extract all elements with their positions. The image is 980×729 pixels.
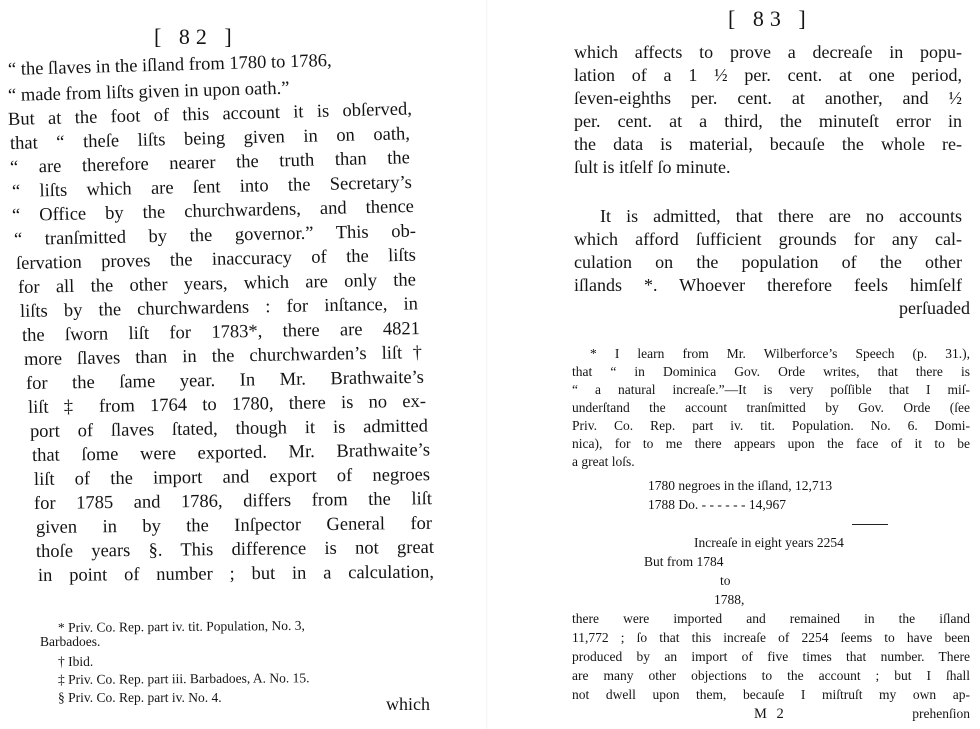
footnote-line: a great loſs.: [572, 454, 635, 469]
footnote-line: Priv. Co. Rep. part iv. tit. Population. No. 6. Domi-: [572, 418, 970, 433]
catchword: prehenſion: [912, 706, 970, 721]
footnote-line: underſtand the account tranſmitted by Gov. Orde (ſee: [572, 400, 970, 415]
body-line: “ Office by the churchwardens, and thence: [11, 196, 415, 226]
body-line: culation on the population of the other: [574, 252, 962, 272]
body-line: which afford ſufficient grounds for any cal-: [574, 229, 962, 249]
body-line: that “ theſe liſts being given in on oath,: [9, 124, 411, 154]
footnote-line: are many other objections to the account ; but I ſhall: [572, 668, 970, 683]
footnote-line: there were imported and remained in the iſland: [572, 611, 970, 626]
page-number: [ 82 ]: [154, 24, 238, 49]
footnote-line: “ a natural increaſe.”—It is very poſſible that I miſ-: [572, 382, 970, 397]
year-line: 1788,: [714, 592, 745, 607]
body-line: more ſlaves than in the churchwarden’s liſt†: [23, 343, 423, 370]
body-line: which affects to prove a decreaſe in popu-: [574, 42, 962, 62]
body-line: per. cent. at a third, the minuteſt error in: [574, 111, 962, 131]
page-number: [ 83 ]: [728, 6, 812, 31]
body-line: in point of number ; but in a calculation,: [37, 562, 435, 586]
body-line: It is admitted, that there are no accounts: [600, 206, 962, 226]
table-row: 1788 Do. - - - - - - 14,967: [648, 497, 786, 512]
sum-rule: [852, 524, 888, 525]
body-line: given in by the Inſpector General for: [35, 513, 433, 538]
signature-mark: M 2: [754, 706, 787, 722]
footnote-line: nica), for to me there appears upon the face of it to be: [572, 436, 970, 451]
footnote-line: produced by an import of five times that number. There: [572, 649, 970, 664]
footnote-line: * Priv. Co. Rep. part iv. tit. Population, No. 3,: [57, 617, 305, 635]
body-line: perſuaded: [899, 298, 970, 318]
footnote-line: * I learn from Mr. Wilberforce’s Speech (p. 31.),: [590, 346, 970, 361]
body-line: thoſe years §. This difference is not great: [35, 537, 435, 562]
to-line: to: [720, 573, 731, 588]
body-line: “ liſts which are ſent into the Secretary’s: [11, 172, 413, 202]
body-line: that ſome were exported. Mr. Brathwaite’s: [31, 440, 431, 466]
footnote-line: † Ibid.: [58, 654, 94, 669]
body-line: ſeven-eighths per. cent. at another, and ½: [574, 88, 962, 108]
body-line: iſlands *. Whoever therefore feels himſelf: [574, 275, 962, 295]
body-line: liſt ‡ from 1764 to 1780, there is no ex-: [27, 391, 427, 418]
body-line: “ the ſlaves in the iſland from 1780 to 1786,: [7, 50, 332, 80]
body-line: for 1785 and 1786, differs from the liſt: [33, 489, 433, 514]
increase-line: Increaſe in eight years 2254: [694, 535, 844, 550]
body-line: the data is material, becauſe the whole re-: [574, 134, 962, 154]
body-line: But at the foot of this account it is obſerved,: [7, 99, 413, 130]
body-line: “ made from liſts given in upon oath.”: [7, 78, 290, 106]
body-line: the ſworn liſt for 1783*, there are 4821: [21, 319, 421, 346]
body-line: ſervation proves the inaccuracy of the liſts: [15, 245, 417, 274]
footnote-line: that “ in Dominica Gov. Orde writes, that there is: [572, 364, 970, 379]
body-line: for the ſame year. In Mr. Brathwaite’s: [25, 367, 425, 394]
footnote-line: Barbadoes.: [40, 634, 101, 649]
footnote-line: ‡ Priv. Co. Rep. part iii. Barbadoes, A. No. 15.: [57, 670, 310, 687]
body-line: “ tranſmitted by the governor.” This ob-: [13, 221, 417, 250]
but-from-line: But from 1784: [644, 554, 724, 569]
body-line: port of ſlaves ſtated, though it is admitted: [29, 416, 429, 442]
body-line: liſt of the import and export of negroes: [33, 465, 431, 490]
footnote-line: not dwell upon them, becauſe I miſtruſt my own ap-: [572, 687, 970, 702]
body-line: for all the other years, which are only the: [17, 270, 417, 298]
table-row: 1780 negroes in the iſland, 12,713: [648, 478, 833, 493]
footnote-line: § Priv. Co. Rep. part iv. No. 4.: [58, 690, 222, 705]
right-page: [490, 0, 980, 729]
body-line: ſult is itſelf ſo minute.: [574, 157, 731, 177]
body-line: liſts by the churchwardens : for inſtance, in: [19, 294, 419, 322]
body-line: lation of a 1 ½ per. cent. at one period,: [574, 65, 962, 85]
body-line: “ are therefore nearer the truth than the: [9, 148, 411, 178]
footnote-line: 11,772 ; ſo that this increaſe of 2254 ſeems to have been: [572, 630, 970, 645]
catchword: which: [386, 694, 430, 714]
